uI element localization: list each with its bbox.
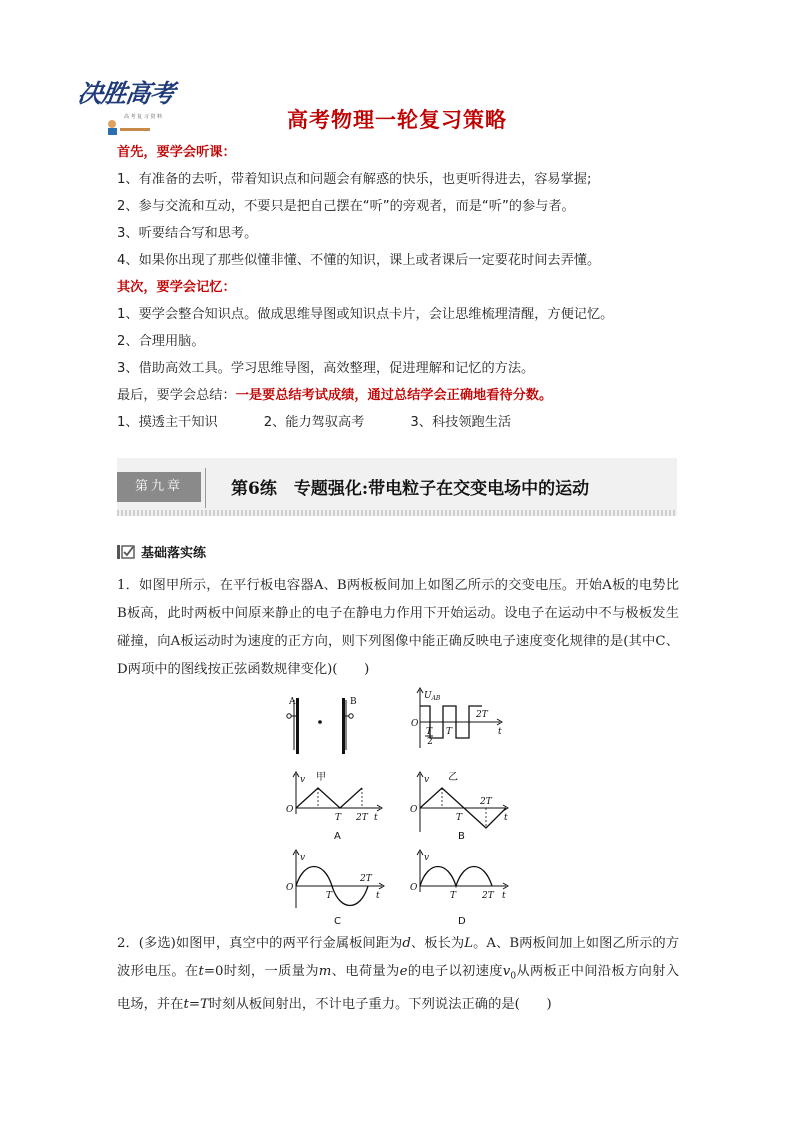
strategy-summary-items: 1、摸透主干知识 2、能力驾驭高考 3、科技领跑生活	[117, 415, 512, 430]
section-heading: 基础落实练	[117, 542, 206, 561]
logo-text: 决胜高考	[75, 79, 176, 108]
chapter-banner	[117, 458, 677, 520]
svg-text:2T: 2T	[482, 891, 494, 901]
figure-yi	[411, 688, 502, 783]
strategy-head-3: 最后，要学会总结：一是要总结考试成绩，通过总结学会正确地看待分数。	[117, 388, 553, 403]
chapter-label: 第九章	[117, 472, 201, 502]
strategy-head-2: 其次，要学会记忆：	[117, 280, 236, 295]
strategy-head-1: 首先，要学会听课：	[117, 145, 236, 160]
strategy-item: 3、听要结合写和思考。	[117, 226, 258, 241]
figure-jia	[287, 697, 357, 783]
svg-text:v: v	[300, 775, 306, 785]
caption-yi: 乙	[448, 772, 458, 783]
figures-svg	[280, 686, 520, 930]
half-t-num: T	[426, 727, 433, 737]
svg-text:O: O	[286, 805, 294, 815]
svg-text:t: t	[504, 813, 508, 823]
question-1-figures	[280, 686, 520, 930]
svg-text:2T: 2T	[360, 874, 372, 884]
svg-text:O: O	[410, 883, 418, 893]
svg-text:v: v	[300, 853, 306, 863]
svg-text:v: v	[424, 775, 430, 785]
logo-subtext: 高 考 复 习 资 料	[124, 114, 162, 120]
question-1-text: 1．如图甲所示，在平行板电容器A、B两板板间加上如图乙所示的交变电压。开始A板的电势比B板高，此时两板中间原来静止的电子在静电力作用下开始运动。设电子在运动中不与极板发生碰撞，向A板运动时为速度的正方向，则下列图像中能正确反映电子速度变化规律的是(其中C、D两项中的图线按正弦函数规律变化)( )	[117, 578, 679, 677]
page-title: 高考物理一轮复习策略	[287, 108, 507, 132]
svg-text:O: O	[410, 805, 418, 815]
option-b-graph	[410, 772, 508, 842]
t-label: T	[446, 727, 453, 737]
plate-a-label: A	[289, 697, 296, 707]
svg-text:D: D	[458, 916, 466, 927]
option-c-graph	[286, 850, 384, 927]
svg-text:t: t	[376, 891, 380, 901]
strategy-item: 1、有准备的去听，带着知识点和问题会有解惑的快乐，也更听得进去，容易掌握;	[117, 172, 592, 187]
svg-text:t: t	[502, 891, 506, 901]
option-d-graph	[410, 850, 508, 927]
svg-text:B: B	[458, 831, 465, 842]
uab-label: $U_{AB}$	[424, 691, 441, 702]
option-a-graph	[286, 772, 382, 842]
exercise-title: 第6练 专题强化:带电粒子在交变电场中的运动	[231, 479, 590, 499]
svg-text:T: T	[450, 891, 457, 901]
caption-jia: 甲	[316, 772, 326, 783]
plate-b-label: B	[350, 697, 357, 707]
half-t-den: 2	[427, 737, 433, 747]
origin-label: O	[411, 719, 419, 729]
svg-text:T: T	[335, 813, 342, 823]
strategy-item: 1、要学会整合知识点。做成思维导图或知识点卡片，会让思维梳理清醒，方便记忆。	[117, 307, 614, 322]
strategy-item: 3、借助高效工具。学习思维导图，高效整理，促进理解和记忆的方法。	[117, 361, 535, 376]
svg-text:T: T	[326, 891, 333, 901]
checkbox-icon	[117, 545, 135, 559]
svg-text:2T: 2T	[356, 813, 368, 823]
svg-text:O: O	[286, 883, 294, 893]
strategy-item: 2、合理用脑。	[117, 334, 205, 349]
t-axis-label: t	[498, 727, 502, 737]
svg-text:v: v	[424, 853, 430, 863]
two-t-label: 2T	[476, 710, 488, 720]
svg-text:2T: 2T	[480, 797, 492, 807]
strategy-item: 2、参与交流和互动，不要只是把自己摆在“听”的旁观者，而是“听”的参与者。	[117, 199, 575, 214]
question-2-text: 2．(多选)如图甲，真空中的两平行金属板间距为d、板长为L。A、B两板间加上如图乙所示的方波形电压。在t=0时刻，一质量为m、电荷量为e的电子以初速度$v_0$从两板正中间沿板方向射入电场，并在t=T时刻从板间射出，不计电子重力。下列说法正确的是( )	[117, 936, 680, 1012]
svg-text:t: t	[374, 813, 378, 823]
svg-text:C: C	[334, 916, 341, 927]
svg-text:A: A	[334, 831, 341, 842]
svg-text:T: T	[456, 813, 463, 823]
strategy-item: 4、如果你出现了那些似懂非懂、不懂的知识，课上或者课后一定要花时间去弄懂。	[117, 253, 601, 268]
